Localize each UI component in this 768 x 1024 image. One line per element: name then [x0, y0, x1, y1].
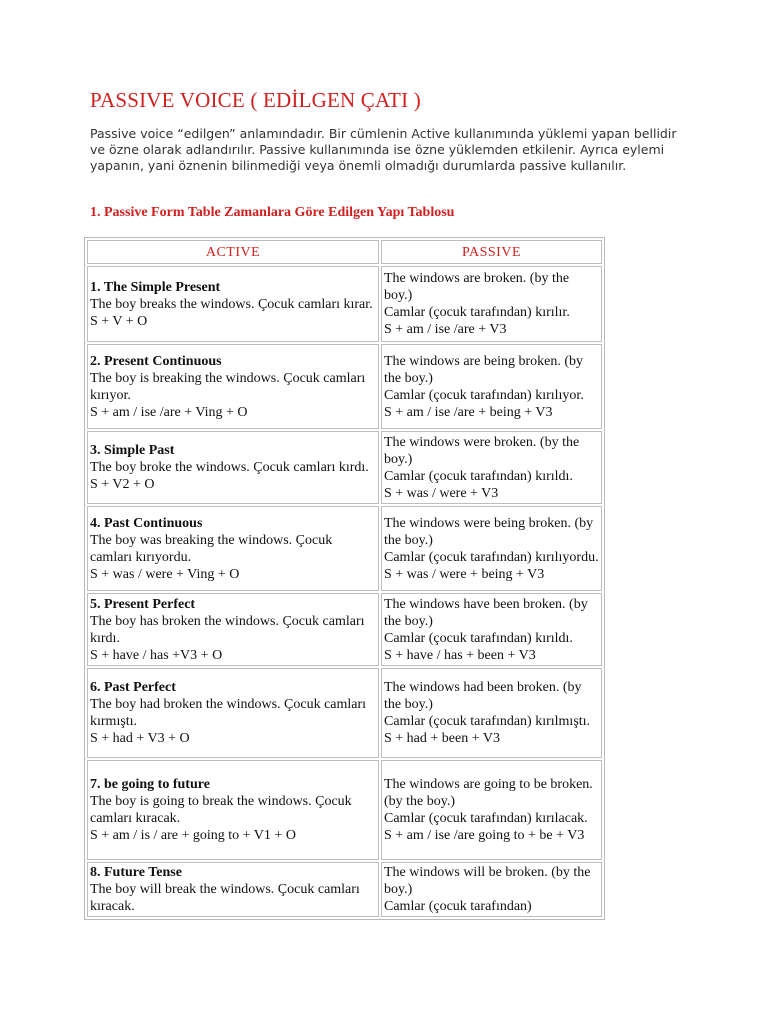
passive-formula: S + am / ise /are going to + be + V3 — [384, 828, 585, 843]
tense-name: 8. Future Tense — [90, 865, 182, 880]
passive-formula: S + am / ise /are + V3 — [384, 322, 507, 337]
passive-cell — [381, 431, 602, 504]
active-cell — [87, 506, 379, 591]
passive-cell — [381, 593, 602, 666]
passive-translation: Camlar (çocuk tarafından) kırılır. — [384, 305, 570, 320]
active-sentence: The boy was breaking the windows. Çocuk camları kırıyordu. — [90, 532, 333, 565]
active-formula: S + had + V3 + O — [90, 731, 190, 746]
active-sentence: The boy will break the windows. Çocuk camları kıracak. — [90, 882, 360, 914]
passive-translation: Camlar (çocuk tarafından) — [384, 899, 532, 914]
table-row — [87, 266, 602, 342]
passive-cell — [381, 344, 602, 429]
table-row — [87, 862, 602, 917]
tense-name: 4. Past Continuous — [90, 515, 203, 531]
active-sentence: The boy broke the windows. Çocuk camları kırdı. — [90, 460, 369, 475]
active-sentence: The boy is breaking the windows. Çocuk camları kırıyor. — [90, 370, 366, 403]
passive-sentence: The windows will be broken. (by the boy.) — [384, 865, 591, 897]
active-cell — [87, 862, 379, 917]
passive-form-table — [84, 237, 605, 920]
active-formula: S + was / were + Ving + O — [90, 566, 240, 582]
intro-paragraph: Passive voice “edilgen” anlamındadır. Bir cümlenin Active kullanımında yüklemi yapan bellidir ve özne olarak adlandırılır. Passive kullanımında ise özne yüklemden etkilenir. Ayrıca eylemi yapanın, yani öznenin bilinmediği veya önemli olmadığı durumlarda passive kullanılır. — [90, 126, 677, 173]
passive-translation: Camlar (çocuk tarafından) kırılacak. — [384, 811, 588, 826]
active-cell — [87, 760, 379, 860]
passive-formula: S + had + been + V3 — [384, 731, 500, 746]
active-cell — [87, 266, 379, 342]
active-formula: S + have / has +V3 + O — [90, 647, 223, 663]
passive-formula: S + was / were + being + V3 — [384, 566, 545, 582]
active-cell — [87, 593, 379, 666]
tense-name: 6. Past Perfect — [90, 680, 176, 695]
tense-name: 7. be going to future — [90, 777, 210, 792]
passive-cell — [381, 668, 602, 758]
passive-formula: S + am / ise /are + being + V3 — [384, 404, 553, 420]
active-sentence: The boy breaks the windows. Çocuk camları kırar. — [90, 296, 373, 312]
passive-sentence: The windows are broken. (by the boy.) — [384, 271, 570, 303]
table-row — [87, 431, 602, 504]
passive-sentence: The windows have been broken. (by the boy.) — [384, 596, 588, 629]
passive-cell — [381, 760, 602, 860]
passive-sentence: The windows had been broken. (by the boy.) — [384, 680, 582, 712]
tense-name: 5. Present Perfect — [90, 596, 196, 612]
table-row — [87, 668, 602, 758]
active-cell — [87, 344, 379, 429]
passive-sentence: The windows were being broken. (by the boy.) — [384, 515, 594, 548]
passive-cell — [381, 266, 602, 342]
section-heading: 1. Passive Form Table Zamanlara Göre Edilgen Yapı Tablosu — [90, 205, 455, 220]
active-formula: S + V2 + O — [90, 477, 155, 492]
passive-translation: Camlar (çocuk tarafından) kırılıyor. — [384, 387, 584, 403]
active-formula: S + V + O — [90, 313, 148, 329]
passive-sentence: The windows are being broken. (by the boy.) — [384, 353, 584, 386]
table-row — [87, 506, 602, 591]
passive-cell — [381, 862, 602, 917]
page-title: PASSIVE VOICE ( EDİLGEN ÇATI ) — [90, 88, 421, 112]
passive-formula: S + have / has + been + V3 — [384, 647, 536, 663]
active-cell — [87, 431, 379, 504]
passive-sentence: The windows are going to be broken. (by the boy.) — [384, 777, 593, 809]
active-sentence: The boy has broken the windows. Çocuk camları kırdı. — [90, 613, 365, 646]
passive-translation: Camlar (çocuk tarafından) kırıldı. — [384, 468, 573, 484]
passive-translation: Camlar (çocuk tarafından) kırılıyordu. — [384, 549, 599, 565]
passive-sentence: The windows were broken. (by the boy.) — [384, 434, 580, 467]
tense-name: 1. The Simple Present — [90, 279, 221, 295]
tense-name: 2. Present Continuous — [90, 353, 222, 369]
active-sentence: The boy had broken the windows. Çocuk camları kırmıştı. — [90, 697, 367, 729]
table-header-row — [87, 240, 602, 264]
table-body — [87, 266, 602, 917]
passive-translation: Camlar (çocuk tarafından) kırıldı. — [384, 630, 573, 646]
passive-formula: S + was / were + V3 — [384, 485, 499, 501]
table-row — [87, 593, 602, 666]
table-row — [87, 760, 602, 860]
active-formula: S + am / is / are + going to + V1 + O — [90, 828, 296, 843]
passive-column-header: PASSIVE — [381, 240, 602, 264]
active-sentence: The boy is going to break the windows. Çocuk camları kıracak. — [90, 794, 352, 826]
tense-name: 3. Simple Past — [90, 443, 175, 458]
passive-translation: Camlar (çocuk tarafından) kırılmıştı. — [384, 714, 591, 729]
active-formula: S + am / ise /are + Ving + O — [90, 404, 248, 420]
active-cell — [87, 668, 379, 758]
active-column-header: ACTIVE — [87, 240, 379, 264]
passive-cell — [381, 506, 602, 591]
table-row — [87, 344, 602, 429]
